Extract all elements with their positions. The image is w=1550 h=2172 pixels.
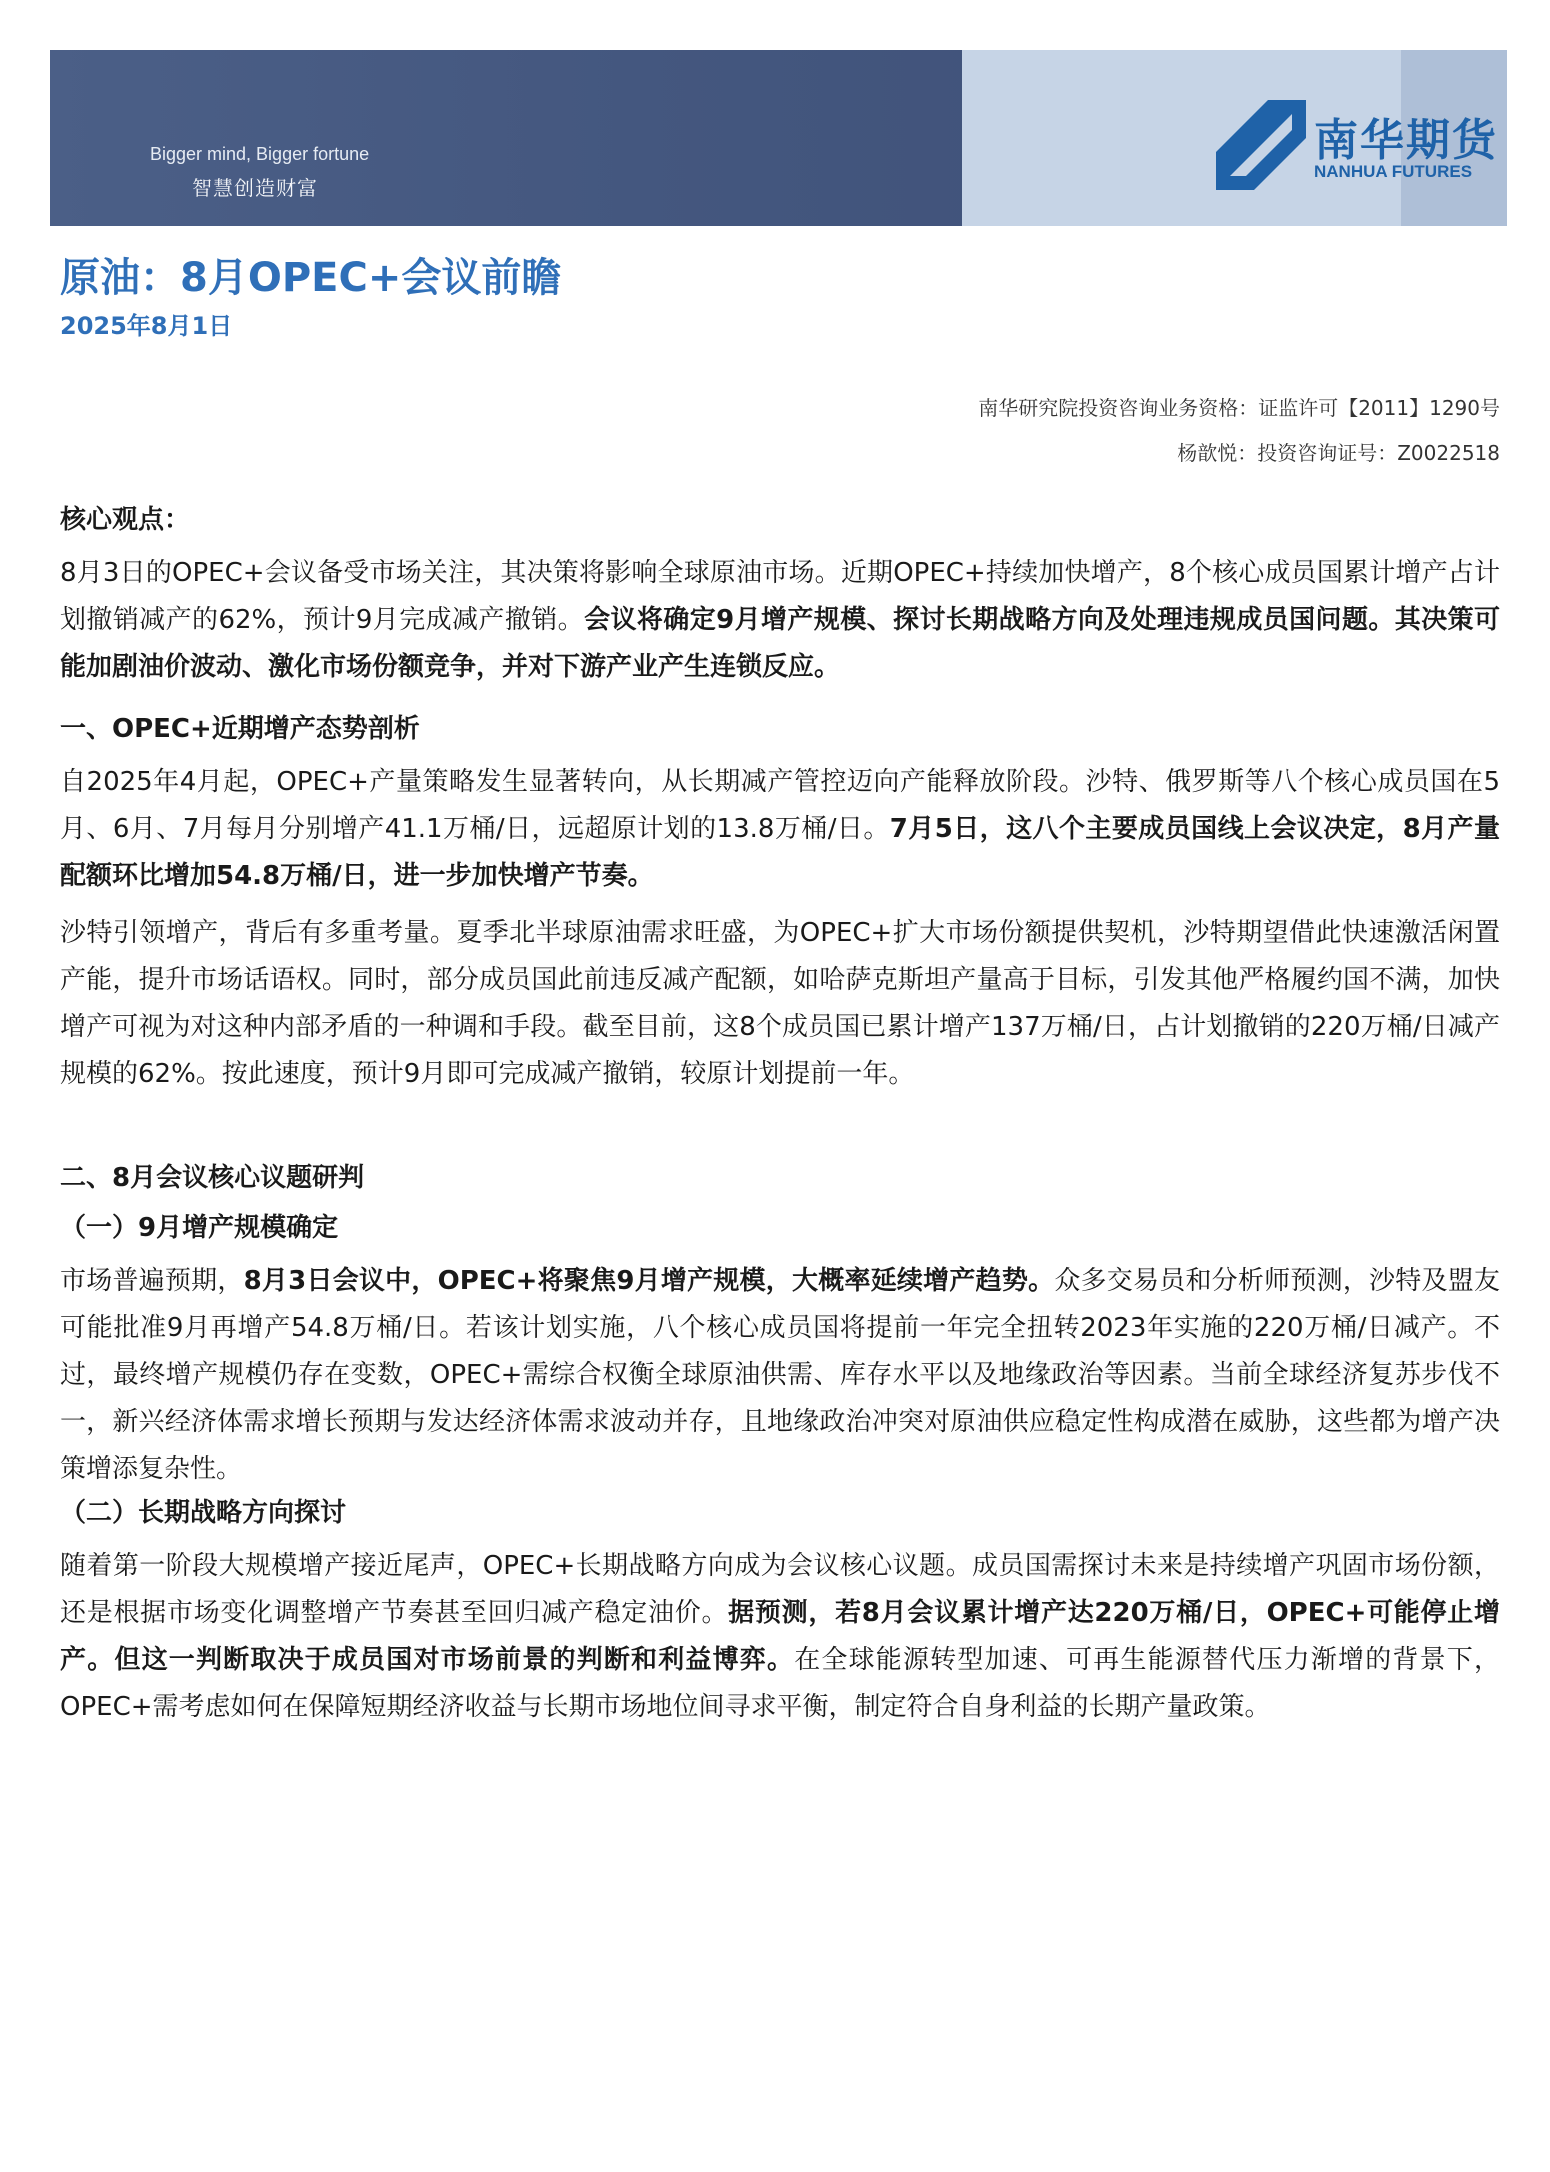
analyst-line: 杨歆悦：投资咨询证号：Z0022518 bbox=[1177, 441, 1500, 465]
report-body bbox=[60, 500, 1500, 1731]
section1-paragraph2: 沙特引领增产，背后有多重考量。夏季北半球原油需求旺盛，为OPEC+扩大市场份额提供契机，沙特期望借此快速激活闲置产能，提升市场话语权。同时，部分成员国此前违反减产配额，如哈萨克斯坦产量高于目标，引发其他严格履约国不满，加快增产可视为对这种内部矛盾的一种调和手段。截至目前，这8个成员国已累计增产137万桶/日，占计划撤销的220万桶/日减产规模的62%。按此速度，预计9月即可完成减产撤销，较原计划提前一年。 bbox=[60, 918, 1500, 1089]
slogan-cn: 智慧创造财富 bbox=[192, 176, 318, 200]
section2-paragraph1 bbox=[60, 1258, 1500, 1493]
section2-subheading2: （二）长期战略方向探讨 bbox=[60, 1498, 347, 1528]
core-paragraph bbox=[60, 550, 1500, 691]
section1-text: 自2025年4月起，OPEC+产量策略发生显著转向，从长期减产管控迈向产能释放阶段。沙特、俄罗斯等八个核心成员国在5月、6月、7月每月分别增产41.1万桶/日，远超原计划的13.8万桶/日。 bbox=[60, 767, 1500, 844]
section2-text-d: 在全球能源转型加速、可再生能源替代压力渐增的背景下，OPEC+需考虑如何在保障短期经济收益与长期市场地位间寻求平衡，制定符合自身利益的长期产量政策。 bbox=[60, 1645, 1500, 1722]
core-heading: 核心观点： bbox=[60, 505, 191, 535]
section2-text-b: 众多交易员和分析师预测，沙特及盟友可能批准9月再增产54.8万桶/日。若该计划实施，八个核心成员国将提前一年完全扭转2023年实施的220万桶/日减产。不过，最终增产规模仍存在变数，OPEC+需综合权衡全球原油供需、库存水平以及地缘政治等因素。当前全球经济复苏步伐不一，新兴经济体需求增长预期与发达经济体需求波动并存，且地缘政治冲突对原油供应稳定性构成潜在威胁，这些都为增产决策增添复杂性。 bbox=[60, 1266, 1500, 1484]
header-banner bbox=[50, 50, 1507, 226]
qualification-line: 南华研究院投资咨询业务资格：证监许可【2011】1290号 bbox=[978, 396, 1500, 420]
section2-paragraph2 bbox=[60, 1543, 1500, 1731]
section1-text-bold: 7月5日，这八个主要成员国线上会议决定，8月产量配额环比增加54.8万桶/日，进一步加快增产节奏。 bbox=[60, 814, 1500, 891]
logo-text-en: NANHUA FUTURES bbox=[1314, 162, 1473, 181]
report-title: 原油：8月OPEC+会议前瞻 bbox=[60, 255, 562, 301]
section1-heading: 一、OPEC+近期增产态势剖析 bbox=[60, 714, 420, 744]
section2-text-bold2: 据预测，若8月会议累计增产达220万桶/日，OPEC+可能停止增产。但这一判断取决于成员国对市场前景的判断和利益博弈。 bbox=[60, 1598, 1500, 1675]
slogan-en: Bigger mind, Bigger fortune bbox=[150, 144, 370, 164]
core-text-bold: 会议将确定9月增产规模、探讨长期战略方向及处理违规成员国问题。其决策可能加剧油价波动、激化市场份额竞争，并对下游产业产生连锁反应。 bbox=[60, 605, 1500, 682]
section1-paragraph1 bbox=[60, 759, 1500, 900]
section2-heading: 二、8月会议核心议题研判 bbox=[60, 1163, 365, 1193]
nanhua-logo bbox=[1216, 100, 1496, 200]
section2-subheading1: （一）9月增产规模确定 bbox=[60, 1213, 339, 1243]
core-text: 8月3日的OPEC+会议备受市场关注，其决策将影响全球原油市场。近期OPEC+持续加快增产，8个核心成员国累计增产占计划撤销减产的62%，预计9月完成减产撤销。 bbox=[60, 558, 1500, 635]
logo-text-cn: 南华期货 bbox=[1314, 115, 1498, 166]
report-date: 2025年8月1日 bbox=[60, 312, 233, 340]
section2-text-bold: 8月3日会议中，OPEC+将聚焦9月增产规模，大概率延续增产趋势。 bbox=[243, 1266, 1055, 1296]
nanhua-logo-icon bbox=[1216, 100, 1306, 190]
section2-text-a: 市场普遍预期， bbox=[60, 1266, 244, 1296]
section2-text-c: 随着第一阶段大规模增产接近尾声，OPEC+长期战略方向成为会议核心议题。成员国需探讨未来是持续增产巩固市场份额，还是根据市场变化调整增产节奏甚至回归减产稳定油价。 bbox=[60, 1551, 1500, 1628]
